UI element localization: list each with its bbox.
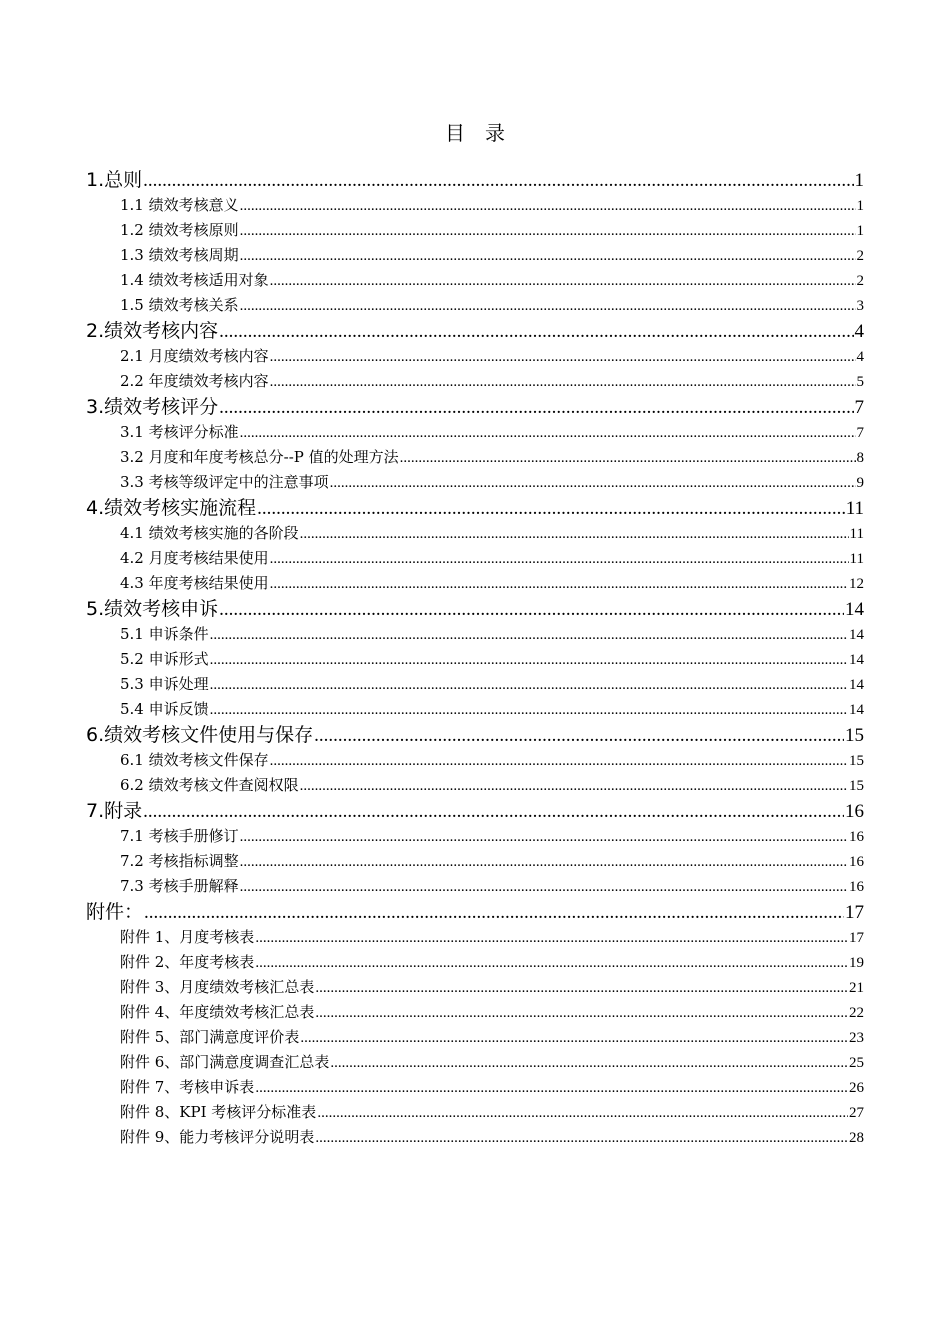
toc-dot-leader [240, 421, 856, 445]
toc-dot-leader [315, 1126, 848, 1150]
toc-dot-leader [210, 648, 848, 672]
toc-section-entry[interactable] [86, 773, 864, 798]
toc-page-number: 4 [856, 349, 864, 365]
toc-entry-label: 4.3 年度考核结果使用 [120, 574, 269, 592]
table-of-contents [86, 167, 864, 1150]
toc-dot-leader [400, 446, 856, 470]
toc-section-entry[interactable] [86, 193, 864, 218]
toc-page-number: 9 [856, 475, 864, 491]
toc-dot-leader [317, 1101, 848, 1125]
toc-chapter-entry[interactable] [86, 899, 864, 925]
toc-entry-label: 附件 4、年度绩效考核汇总表 [120, 1003, 315, 1021]
toc-page-number: 11 [849, 526, 864, 542]
toc-chapter-entry[interactable] [86, 596, 864, 622]
toc-entry-label: 7.2 考核指标调整 [120, 852, 239, 870]
toc-entry-label: 3.3 考核等级评定中的注意事项 [120, 473, 329, 491]
toc-entry-label: 3.绩效考核评分 [86, 396, 219, 418]
toc-section-entry[interactable] [86, 975, 864, 1000]
toc-dot-leader [240, 850, 848, 874]
toc-entry-label: 1.1 绩效考核意义 [120, 196, 239, 214]
toc-section-entry[interactable] [86, 268, 864, 293]
toc-dot-leader [270, 370, 856, 394]
toc-section-entry[interactable] [86, 849, 864, 874]
toc-page-number: 16 [845, 801, 864, 822]
toc-page-number: 7 [854, 397, 864, 418]
toc-dot-leader [257, 496, 845, 521]
toc-dot-leader [270, 749, 848, 773]
toc-dot-leader [240, 825, 848, 849]
toc-entry-label: 5.2 申诉形式 [120, 650, 209, 668]
toc-entry-label: 5.绩效考核申诉 [86, 598, 219, 620]
toc-page-number: 8 [856, 450, 864, 466]
toc-section-entry[interactable] [86, 697, 864, 722]
toc-page-number: 16 [849, 879, 864, 895]
toc-page-number: 3 [856, 298, 864, 314]
toc-dot-leader [240, 194, 856, 218]
toc-entry-label: 1.3 绩效考核周期 [120, 246, 239, 264]
toc-section-entry[interactable] [86, 1075, 864, 1100]
toc-page-number: 11 [845, 498, 864, 519]
toc-entry-label: 2.2 年度绩效考核内容 [120, 372, 269, 390]
toc-section-entry[interactable] [86, 824, 864, 849]
toc-section-entry[interactable] [86, 1125, 864, 1150]
toc-page-number: 2 [856, 273, 864, 289]
toc-page-number: 14 [849, 652, 864, 668]
toc-dot-leader [219, 395, 853, 420]
toc-chapter-entry[interactable] [86, 798, 864, 824]
toc-dot-leader [144, 900, 844, 925]
toc-page-number: 23 [849, 1030, 864, 1046]
toc-page-number: 17 [845, 902, 864, 923]
toc-dot-leader [330, 1051, 848, 1075]
toc-page-number: 1 [854, 170, 864, 191]
toc-page-number: 22 [849, 1005, 864, 1021]
toc-page-number: 5 [856, 374, 864, 390]
toc-page-number: 16 [849, 854, 864, 870]
toc-section-entry[interactable] [86, 470, 864, 495]
toc-entry-label: 2.1 月度绩效考核内容 [120, 347, 269, 365]
toc-dot-leader [330, 471, 856, 495]
toc-dot-leader [300, 522, 849, 546]
toc-dot-leader [300, 1026, 848, 1050]
toc-section-entry[interactable] [86, 344, 864, 369]
toc-dot-leader [270, 572, 848, 596]
toc-entry-label: 1.总则 [86, 169, 143, 191]
toc-dot-leader [210, 698, 848, 722]
toc-entry-label: 6.绩效考核文件使用与保存 [86, 724, 314, 746]
toc-dot-leader [240, 875, 848, 899]
toc-page-number: 28 [849, 1130, 864, 1146]
toc-page-number: 11 [849, 551, 864, 567]
toc-entry-label: 附件 5、部门满意度评价表 [120, 1028, 300, 1046]
toc-dot-leader [210, 623, 848, 647]
toc-dot-leader [210, 673, 848, 697]
toc-section-entry[interactable] [86, 647, 864, 672]
toc-page-number: 1 [856, 223, 864, 239]
toc-dot-leader [240, 244, 856, 268]
toc-section-entry[interactable] [86, 420, 864, 445]
toc-section-entry[interactable] [86, 1000, 864, 1025]
toc-entry-label: 5.1 申诉条件 [120, 625, 209, 643]
toc-title: 目 录 [445, 121, 505, 145]
toc-dot-leader [143, 799, 844, 824]
toc-entry-label: 1.2 绩效考核原则 [120, 221, 239, 239]
toc-page-number: 21 [849, 980, 864, 996]
toc-dot-leader [255, 951, 848, 975]
toc-section-entry[interactable] [86, 622, 864, 647]
toc-section-entry[interactable] [86, 672, 864, 697]
toc-entry-label: 附件： [86, 901, 144, 923]
toc-entry-label: 附件 3、月度绩效考核汇总表 [120, 978, 315, 996]
toc-page-number: 14 [849, 702, 864, 718]
toc-chapter-entry[interactable] [86, 167, 864, 193]
toc-entry-label: 5.3 申诉处理 [120, 675, 209, 693]
toc-dot-leader [219, 319, 853, 344]
toc-entry-label: 6.2 绩效考核文件查阅权限 [120, 776, 299, 794]
toc-entry-label: 1.5 绩效考核关系 [120, 296, 239, 314]
toc-page-number: 7 [856, 425, 864, 441]
toc-entry-label: 3.2 月度和年度考核总分--P 值的处理方法 [120, 448, 399, 466]
toc-section-entry[interactable] [86, 218, 864, 243]
toc-section-entry[interactable] [86, 445, 864, 470]
toc-dot-leader [270, 345, 856, 369]
toc-page-number: 17 [849, 930, 864, 946]
toc-chapter-entry[interactable] [86, 394, 864, 420]
toc-page-number: 14 [849, 677, 864, 693]
toc-section-entry[interactable] [86, 546, 864, 571]
toc-dot-leader [240, 219, 856, 243]
toc-chapter-entry[interactable] [86, 495, 864, 521]
toc-entry-label: 7.1 考核手册修订 [120, 827, 239, 845]
toc-section-entry[interactable] [86, 369, 864, 394]
toc-entry-label: 1.4 绩效考核适用对象 [120, 271, 269, 289]
toc-section-entry[interactable] [86, 874, 864, 899]
toc-entry-label: 5.4 申诉反馈 [120, 700, 209, 718]
toc-section-entry[interactable] [86, 521, 864, 546]
toc-entry-label: 附件 2、年度考核表 [120, 953, 255, 971]
toc-section-entry[interactable] [86, 293, 864, 318]
toc-page-number: 15 [849, 778, 864, 794]
toc-page-number: 12 [849, 576, 864, 592]
toc-page-number: 16 [849, 829, 864, 845]
toc-section-entry[interactable] [86, 748, 864, 773]
toc-page-number: 27 [849, 1105, 864, 1121]
toc-entry-label: 2.绩效考核内容 [86, 320, 219, 342]
toc-dot-leader [300, 774, 848, 798]
toc-page-number: 14 [845, 599, 864, 620]
toc-section-entry[interactable] [86, 1050, 864, 1075]
toc-entry-label: 6.1 绩效考核文件保存 [120, 751, 269, 769]
toc-dot-leader [255, 926, 848, 950]
toc-dot-leader [219, 597, 844, 622]
toc-entry-label: 附件 1、月度考核表 [120, 928, 255, 946]
toc-dot-leader [270, 547, 849, 571]
toc-page-number: 19 [849, 955, 864, 971]
toc-page-number: 15 [845, 725, 864, 746]
toc-entry-label: 附件 9、能力考核评分说明表 [120, 1128, 315, 1146]
toc-entry-label: 7.3 考核手册解释 [120, 877, 239, 895]
toc-section-entry[interactable] [86, 571, 864, 596]
toc-dot-leader [315, 1001, 848, 1025]
toc-section-entry[interactable] [86, 950, 864, 975]
toc-section-entry[interactable] [86, 1025, 864, 1050]
toc-entry-label: 7.附录 [86, 800, 143, 822]
toc-section-entry[interactable] [86, 925, 864, 950]
toc-entry-label: 4.2 月度考核结果使用 [120, 549, 269, 567]
toc-page-number: 26 [849, 1080, 864, 1096]
toc-chapter-entry[interactable] [86, 318, 864, 344]
toc-page-number: 15 [849, 753, 864, 769]
toc-dot-leader [143, 168, 853, 193]
toc-dot-leader [315, 976, 848, 1000]
toc-page-number: 1 [856, 198, 864, 214]
toc-entry-label: 4.1 绩效考核实施的各阶段 [120, 524, 299, 542]
toc-entry-label: 3.1 考核评分标准 [120, 423, 239, 441]
toc-entry-label: 附件 8、KPI 考核评分标准表 [120, 1103, 317, 1121]
toc-page-number: 25 [849, 1055, 864, 1071]
toc-dot-leader [240, 294, 856, 318]
toc-dot-leader [255, 1076, 848, 1100]
toc-entry-label: 4.绩效考核实施流程 [86, 497, 257, 519]
toc-entry-label: 附件 7、考核申诉表 [120, 1078, 255, 1096]
toc-chapter-entry[interactable] [86, 722, 864, 748]
toc-entry-label: 附件 6、部门满意度调查汇总表 [120, 1053, 330, 1071]
toc-page-number: 4 [854, 321, 864, 342]
toc-dot-leader [270, 269, 856, 293]
toc-section-entry[interactable] [86, 1100, 864, 1125]
toc-page-number: 2 [856, 248, 864, 264]
toc-section-entry[interactable] [86, 243, 864, 268]
toc-page-number: 14 [849, 627, 864, 643]
toc-dot-leader [314, 723, 844, 748]
